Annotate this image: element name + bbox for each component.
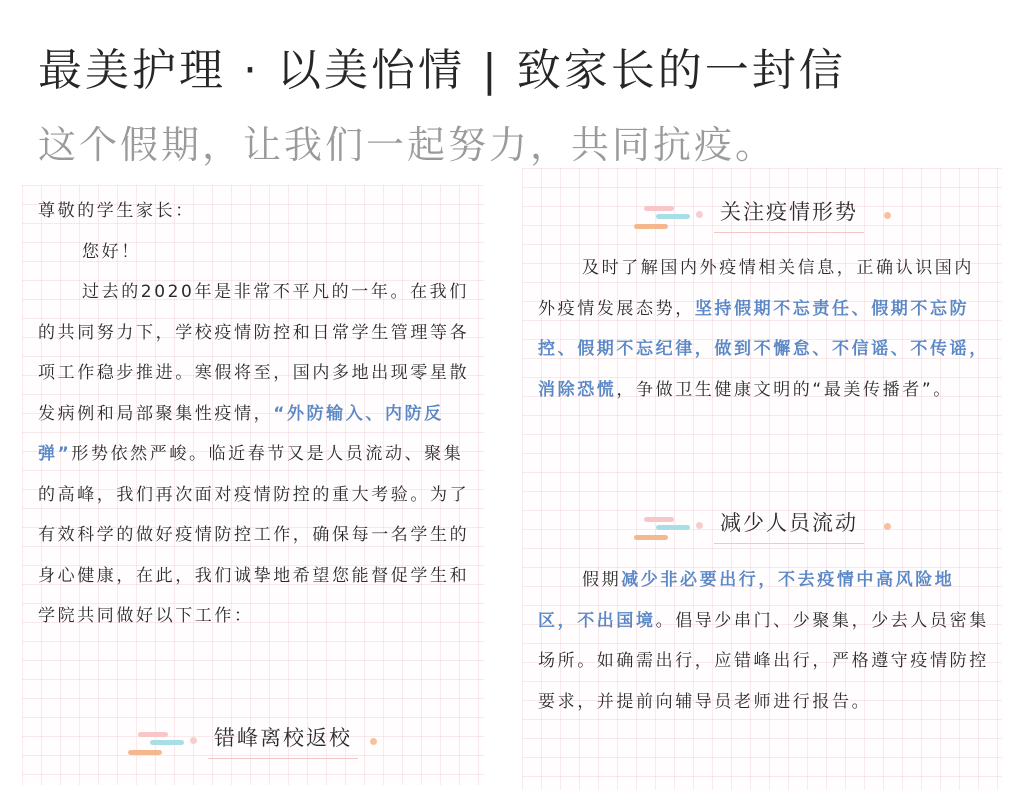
section-heading-label: 错峰离校返校 — [208, 722, 358, 759]
section-text-1: 假期 — [582, 570, 622, 590]
section-heading-staggered-return — [128, 722, 388, 762]
section-heading-reduce-movement — [634, 507, 904, 547]
heading-dot-icon — [370, 738, 377, 745]
letter-body-highlight: “外防输入、内防反弹” — [38, 403, 444, 464]
section-reduce-movement-body — [538, 560, 990, 722]
section-highlight: 坚持假期不忘责任、假期不忘防控、假期不忘纪律，做到不懈怠、不信谣、不传谣，消除恐慌 — [538, 298, 989, 400]
page-subtitle: 这个假期，让我们一起努力，共同抗疫。 — [38, 123, 777, 167]
section-heading-label: 关注疫情形势 — [714, 196, 864, 233]
section-text-2: 。倡导少串门、少聚集，少去人员密集场所。如确需出行，应错峰出行，严格遵守疫情防控要求，并提前向辅导员老师进行报告。 — [538, 610, 989, 712]
letter-body-text-2: 形势依然严峻。临近春节又是人员流动、聚集的高峰，我们再次面对疫情防控的重大考验。为了有效科学的做好疫情防控工作，确保每一名学生的身心健康，在此，我们诚挚地希望您能督促学生和学院共同做好以下工作： — [38, 444, 470, 626]
section-text-1: 及时了解国内外疫情相关信息，正确认识国内外疫情发展态势， — [538, 258, 974, 319]
letter-body — [38, 272, 472, 637]
heading-dot-icon — [884, 523, 891, 530]
section-monitor-epidemic-body — [538, 248, 990, 410]
heading-decoration-icon — [128, 722, 198, 762]
section-highlight: 减少非必要出行，不去疫情中高风险地区，不出国境 — [538, 570, 955, 631]
letter-body-text-1: 过去的2020年是非常不平凡的一年。在我们的共同努力下，学校疫情防控和日常学生管理等各项工作稳步推进。寒假将至，国内多地出现零星散发病例和局部聚集性疫情， — [38, 282, 470, 424]
heading-dot-icon — [884, 212, 891, 219]
section-text-2: ，争做卫生健康文明的“最美传播者”。 — [616, 379, 953, 400]
heading-decoration-icon — [634, 507, 704, 547]
salutation: 尊敬的学生家长： — [38, 201, 195, 221]
heading-decoration-icon — [634, 196, 704, 236]
page-title: 最美护理 · 以美怡情 | 致家长的一封信 — [38, 45, 846, 96]
section-heading-label: 减少人员流动 — [714, 507, 864, 544]
section-heading-monitor-epidemic — [634, 196, 904, 236]
greeting: 您好！ — [82, 242, 141, 262]
